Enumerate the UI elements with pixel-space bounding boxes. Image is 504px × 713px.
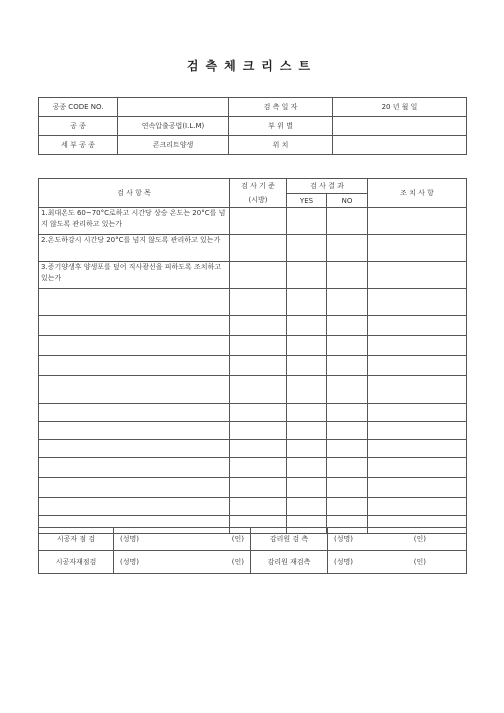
action-cell[interactable] (368, 208, 467, 235)
blank-cell[interactable] (230, 356, 287, 376)
yes-cell[interactable] (287, 235, 327, 262)
blank-cell[interactable] (230, 404, 287, 422)
blank-cell[interactable] (287, 376, 327, 404)
location-label: 위 치 (229, 136, 333, 155)
blank-cell[interactable] (230, 289, 287, 316)
check-item-2: 2.온도하강시 시간당 20°C를 넘지 않도록 관리하고 있는가 (39, 235, 230, 262)
blank-cell[interactable] (327, 422, 368, 440)
part-label: 부 위 별 (229, 117, 333, 136)
blank-cell[interactable] (368, 404, 467, 422)
blank-cell[interactable] (230, 336, 287, 356)
criteria-cell[interactable] (230, 235, 287, 262)
blank-cell[interactable] (39, 498, 230, 516)
blank-cell[interactable] (368, 376, 467, 404)
criteria-cell[interactable] (230, 208, 287, 235)
blank-cell[interactable] (287, 404, 327, 422)
no-cell[interactable] (327, 235, 368, 262)
supervisor-reinspect-label: 감리원 재검측 (251, 551, 328, 574)
name-label: (성명) (334, 535, 353, 543)
empty-row (39, 498, 467, 516)
seal-label: (인) (413, 558, 426, 566)
table-row (39, 235, 467, 262)
blank-cell[interactable] (327, 440, 368, 458)
blank-cell[interactable] (327, 356, 368, 376)
col-criteria-sub: (시방) (230, 194, 287, 208)
blank-cell[interactable] (287, 458, 327, 478)
contractor-check-label: 시공자 점 검 (39, 528, 114, 551)
work-value: 연속압출공법(I.L.M) (118, 117, 229, 136)
name-label: (성명) (334, 558, 353, 566)
blank-cell[interactable] (327, 336, 368, 356)
name-label: (성명) (120, 558, 139, 566)
blank-cell[interactable] (230, 498, 287, 516)
signature-table (38, 527, 467, 574)
empty-row (39, 289, 467, 316)
blank-cell[interactable] (287, 422, 327, 440)
blank-cell[interactable] (287, 478, 327, 498)
supervisor-inspect-label: 감리원 검 측 (251, 528, 328, 551)
empty-row (39, 316, 467, 336)
blank-cell[interactable] (327, 289, 368, 316)
blank-cell[interactable] (368, 478, 467, 498)
blank-cell[interactable] (39, 376, 230, 404)
contractor-recheck-sign-field[interactable] (114, 551, 251, 574)
location-value-field[interactable] (333, 136, 467, 155)
contractor-recheck-label: 시공자재점검 (39, 551, 114, 574)
blank-cell[interactable] (327, 404, 368, 422)
work-label: 공 종 (39, 117, 118, 136)
blank-cell[interactable] (368, 440, 467, 458)
blank-cell[interactable] (230, 376, 287, 404)
blank-cell[interactable] (39, 316, 230, 336)
supervisor-reinspect-sign-field[interactable] (328, 551, 467, 574)
seal-label: (인) (231, 558, 244, 566)
blank-cell[interactable] (327, 376, 368, 404)
col-items-header: 검 사 항 목 (39, 179, 230, 208)
yes-cell[interactable] (287, 208, 327, 235)
blank-cell[interactable] (287, 498, 327, 516)
detail-label: 세 부 공 종 (39, 136, 118, 155)
action-cell[interactable] (368, 262, 467, 289)
blank-cell[interactable] (368, 422, 467, 440)
blank-cell[interactable] (230, 316, 287, 336)
blank-cell[interactable] (287, 289, 327, 316)
blank-cell[interactable] (368, 356, 467, 376)
blank-cell[interactable] (368, 458, 467, 478)
blank-cell[interactable] (327, 478, 368, 498)
blank-cell[interactable] (287, 316, 327, 336)
empty-row (39, 336, 467, 356)
blank-cell[interactable] (39, 422, 230, 440)
blank-cell[interactable] (230, 478, 287, 498)
blank-cell[interactable] (39, 458, 230, 478)
date-label: 검 측 일 자 (229, 98, 333, 117)
blank-cell[interactable] (287, 440, 327, 458)
blank-cell[interactable] (287, 336, 327, 356)
page-title: 검측체크리스트 (186, 59, 318, 73)
name-label: (성명) (120, 535, 139, 543)
contractor-check-sign-field[interactable] (114, 528, 251, 551)
blank-cell[interactable] (230, 422, 287, 440)
blank-cell[interactable] (368, 336, 467, 356)
blank-cell[interactable] (230, 440, 287, 458)
empty-row (39, 376, 467, 404)
blank-cell[interactable] (327, 458, 368, 478)
blank-cell[interactable] (368, 316, 467, 336)
action-cell[interactable] (368, 235, 467, 262)
code-value-field[interactable] (118, 98, 229, 117)
empty-row (39, 458, 467, 478)
seal-label: (인) (413, 535, 426, 543)
blank-cell[interactable] (368, 498, 467, 516)
empty-row (39, 404, 467, 422)
date-value-field[interactable]: 20 년 월 일 (333, 98, 467, 117)
seal-label: (인) (231, 535, 244, 543)
blank-cell[interactable] (327, 498, 368, 516)
empty-row (39, 422, 467, 440)
col-no-header: NO (327, 194, 368, 208)
col-action-header: 조 치 사 항 (368, 179, 467, 208)
blank-cell[interactable] (39, 356, 230, 376)
empty-row (39, 478, 467, 498)
col-criteria-header: 검 사 기 준 (230, 179, 287, 194)
blank-cell[interactable] (287, 356, 327, 376)
code-label: 공종 CODE NO. (39, 98, 118, 117)
no-cell[interactable] (327, 262, 368, 289)
table-row (39, 262, 467, 289)
blank-cell[interactable] (39, 440, 230, 458)
empty-row (39, 440, 467, 458)
criteria-cell[interactable] (230, 262, 287, 289)
supervisor-inspect-sign-field[interactable] (328, 528, 467, 551)
col-result-header: 검 사 결 과 (287, 179, 368, 194)
blank-cell[interactable] (230, 458, 287, 478)
check-item-1: 1.최대온도 60~70°C로하고 시간당 상승 온도는 20°C를 넘지 않도록 관리하고 있는가 (39, 208, 230, 235)
detail-value: 콘크리트양생 (118, 136, 229, 155)
blank-cell[interactable] (39, 336, 230, 356)
blank-cell[interactable] (39, 289, 230, 316)
table-row (39, 208, 467, 235)
blank-cell[interactable] (39, 404, 230, 422)
blank-cell[interactable] (368, 289, 467, 316)
check-item-3: 3.증기양생후 양생포를 덮어 직사광선을 피하도록 조치하고 있는가 (39, 262, 230, 289)
col-yes-header: YES (287, 194, 327, 208)
blank-cell[interactable] (327, 316, 368, 336)
yes-cell[interactable] (287, 262, 327, 289)
checklist-table (38, 178, 467, 534)
blank-cell[interactable] (39, 478, 230, 498)
empty-row (39, 356, 467, 376)
header-table (38, 97, 467, 155)
part-value-field[interactable] (333, 117, 467, 136)
no-cell[interactable] (327, 208, 368, 235)
